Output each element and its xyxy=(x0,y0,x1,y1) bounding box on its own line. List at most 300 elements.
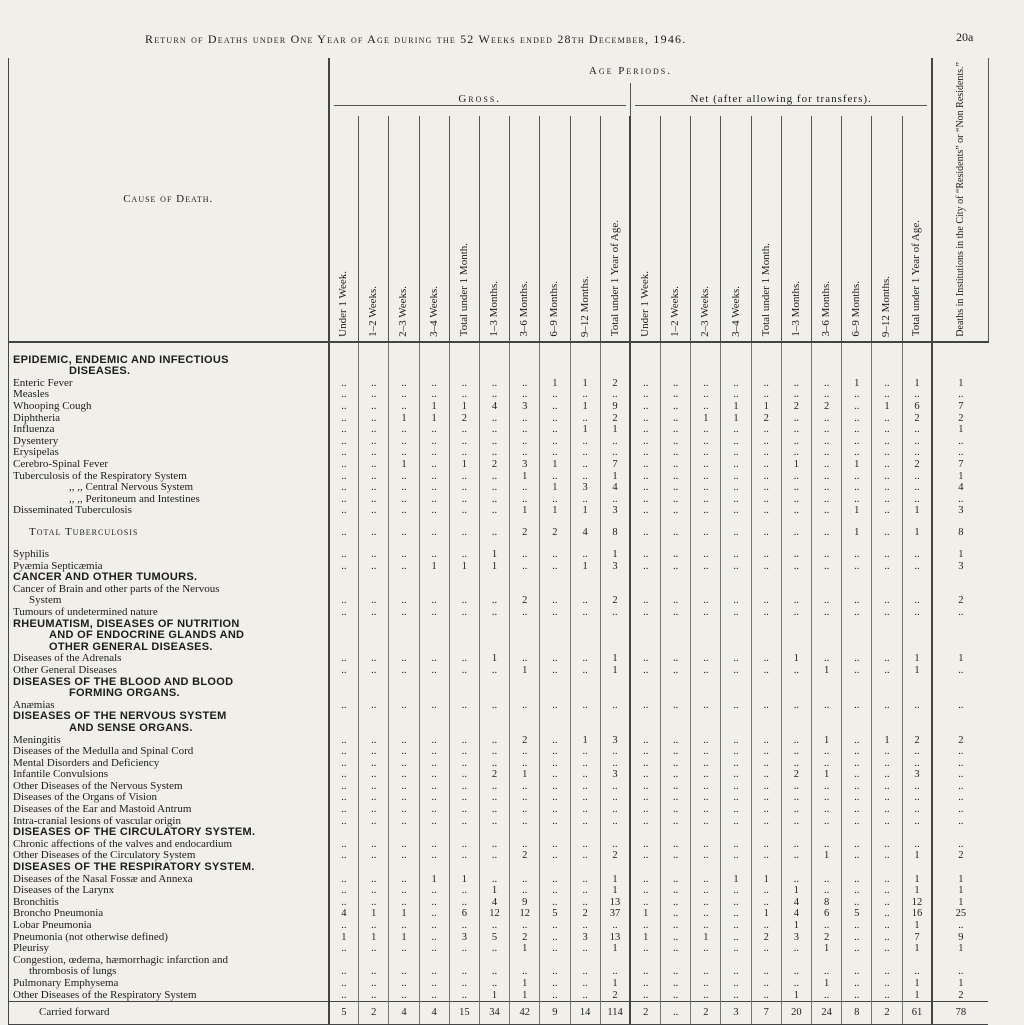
value-cell xyxy=(812,572,842,584)
value-cell xyxy=(630,711,660,723)
value-cell xyxy=(812,630,842,642)
value-cell: .. xyxy=(691,746,721,758)
value-cell: .. xyxy=(751,839,781,851)
value-cell: 25 xyxy=(932,908,988,920)
value-cell: .. xyxy=(842,758,872,770)
value-cell: 1 xyxy=(449,874,479,886)
value-cell xyxy=(600,366,630,378)
value-cell: .. xyxy=(389,505,419,517)
value-cell: .. xyxy=(329,653,359,665)
value-cell: .. xyxy=(449,494,479,506)
value-cell: .. xyxy=(630,746,660,758)
value-cell: 5 xyxy=(540,908,570,920)
value-cell: .. xyxy=(781,424,811,436)
value-cell xyxy=(510,862,540,874)
value-cell: .. xyxy=(419,665,449,677)
cause-label: Broncho Pneumonia xyxy=(9,908,329,920)
value-cell: .. xyxy=(812,920,842,932)
value-cell: .. xyxy=(510,792,540,804)
value-cell xyxy=(419,642,449,654)
value-cell: .. xyxy=(449,850,479,862)
value-cell: 1 xyxy=(540,378,570,390)
value-cell xyxy=(540,827,570,839)
value-cell: .. xyxy=(932,792,988,804)
value-cell: .. xyxy=(751,561,781,573)
column-label: 3–4 Weeks. xyxy=(729,285,742,337)
value-cell: .. xyxy=(812,505,842,517)
value-cell xyxy=(872,677,902,689)
value-cell: .. xyxy=(842,607,872,619)
column-label: 1–3 Months. xyxy=(789,281,802,337)
value-cell xyxy=(359,688,389,700)
value-cell xyxy=(389,688,419,700)
value-cell: .. xyxy=(479,781,509,793)
value-cell xyxy=(781,642,811,654)
value-cell: 5 xyxy=(479,932,509,944)
value-cell: .. xyxy=(661,769,691,781)
value-cell: 2 xyxy=(600,378,630,390)
value-cell: 1 xyxy=(902,850,932,862)
value-cell: .. xyxy=(902,389,932,401)
value-cell: .. xyxy=(842,401,872,413)
value-cell: .. xyxy=(329,389,359,401)
value-cell: .. xyxy=(691,769,721,781)
value-cell: .. xyxy=(600,607,630,619)
value-cell xyxy=(691,619,721,631)
value-cell: .. xyxy=(479,966,509,978)
value-cell: .. xyxy=(812,804,842,816)
value-cell: .. xyxy=(510,549,540,561)
value-cell: .. xyxy=(902,471,932,483)
value-cell: 7 xyxy=(902,932,932,944)
value-cell xyxy=(540,711,570,723)
value-cell: .. xyxy=(630,769,660,781)
value-cell: .. xyxy=(510,494,540,506)
value-cell: 1 xyxy=(721,401,751,413)
cause-label: Mental Disorders and Deficiency xyxy=(9,758,329,770)
value-cell: .. xyxy=(479,413,509,425)
value-cell xyxy=(600,584,630,596)
value-cell: 1 xyxy=(600,943,630,955)
value-cell: .. xyxy=(510,389,540,401)
value-cell: .. xyxy=(872,389,902,401)
value-cell xyxy=(389,677,419,689)
column-label: Total under 1 Month. xyxy=(759,243,772,337)
column-header-gross-2 xyxy=(359,116,389,342)
value-cell xyxy=(932,955,988,967)
column-label: Total under 1 Year of Age. xyxy=(910,220,923,337)
value-cell: 1 xyxy=(600,424,630,436)
value-cell: 3 xyxy=(721,1002,751,1025)
value-cell: .. xyxy=(812,436,842,448)
value-cell: .. xyxy=(359,990,389,1002)
value-cell: 1 xyxy=(570,505,600,517)
value-cell: .. xyxy=(359,792,389,804)
value-cell: 1 xyxy=(570,735,600,747)
value-cell: .. xyxy=(329,978,359,990)
value-cell: .. xyxy=(419,459,449,471)
value-cell xyxy=(932,342,988,355)
value-cell: .. xyxy=(479,758,509,770)
cause-label: Other Diseases of the Nervous System xyxy=(9,781,329,793)
value-cell: .. xyxy=(872,413,902,425)
section-heading: DISEASES OF THE NERVOUS SYSTEM xyxy=(9,711,329,723)
value-cell: .. xyxy=(872,769,902,781)
value-cell: .. xyxy=(359,424,389,436)
value-cell: .. xyxy=(449,839,479,851)
value-cell: 2 xyxy=(691,1002,721,1025)
value-cell xyxy=(449,955,479,967)
value-cell: .. xyxy=(570,990,600,1002)
value-cell: .. xyxy=(691,966,721,978)
cause-label: Tuberculosis of the Respiratory System xyxy=(9,471,329,483)
value-cell xyxy=(329,572,359,584)
value-cell: 2 xyxy=(479,769,509,781)
value-cell: .. xyxy=(419,436,449,448)
value-cell: .. xyxy=(902,700,932,712)
value-cell: 1 xyxy=(902,653,932,665)
value-cell: .. xyxy=(449,436,479,448)
value-cell: 1 xyxy=(812,943,842,955)
total-row xyxy=(9,517,989,549)
value-cell xyxy=(540,366,570,378)
value-cell xyxy=(449,677,479,689)
value-cell: .. xyxy=(751,792,781,804)
value-cell: .. xyxy=(479,595,509,607)
value-cell xyxy=(359,677,389,689)
value-cell: 2 xyxy=(570,908,600,920)
value-cell: .. xyxy=(540,943,570,955)
value-cell: .. xyxy=(932,447,988,459)
value-cell xyxy=(540,642,570,654)
value-cell: .. xyxy=(661,735,691,747)
value-cell: 1 xyxy=(479,990,509,1002)
page-header xyxy=(0,30,1024,50)
cause-label: Cancer of Brain and other parts of the Nervous xyxy=(9,584,329,596)
value-cell: .. xyxy=(872,966,902,978)
value-cell: .. xyxy=(751,595,781,607)
value-cell: 1 xyxy=(449,561,479,573)
value-cell: .. xyxy=(389,804,419,816)
value-cell xyxy=(600,342,630,355)
table-row xyxy=(9,943,989,955)
value-cell: 2 xyxy=(872,1002,902,1025)
value-cell: 1 xyxy=(600,549,630,561)
value-cell: .. xyxy=(721,804,751,816)
value-cell: .. xyxy=(359,413,389,425)
table-row xyxy=(9,436,989,448)
value-cell: .. xyxy=(600,758,630,770)
value-cell: .. xyxy=(570,700,600,712)
table-row xyxy=(9,816,989,828)
value-cell: .. xyxy=(570,839,600,851)
value-cell: .. xyxy=(449,746,479,758)
value-cell: .. xyxy=(842,769,872,781)
value-cell: .. xyxy=(540,850,570,862)
value-cell: .. xyxy=(329,966,359,978)
value-cell: .. xyxy=(691,804,721,816)
value-cell xyxy=(510,677,540,689)
value-cell xyxy=(812,862,842,874)
value-cell: .. xyxy=(540,389,570,401)
value-cell xyxy=(449,711,479,723)
value-cell: .. xyxy=(661,758,691,770)
value-cell: .. xyxy=(449,378,479,390)
value-cell: .. xyxy=(329,781,359,793)
value-cell: .. xyxy=(630,885,660,897)
value-cell: 1 xyxy=(932,549,988,561)
section-heading-row xyxy=(9,630,989,642)
value-cell: .. xyxy=(389,607,419,619)
value-cell: 1 xyxy=(389,413,419,425)
value-cell xyxy=(600,862,630,874)
value-cell: .. xyxy=(781,816,811,828)
value-cell: 1 xyxy=(479,561,509,573)
value-cell: .. xyxy=(902,436,932,448)
value-cell xyxy=(661,723,691,735)
value-cell: .. xyxy=(510,607,540,619)
value-cell: .. xyxy=(691,424,721,436)
value-cell xyxy=(751,711,781,723)
value-cell: .. xyxy=(751,735,781,747)
value-cell: .. xyxy=(359,874,389,886)
value-cell: .. xyxy=(540,839,570,851)
value-cell: .. xyxy=(570,943,600,955)
value-cell: 2 xyxy=(932,595,988,607)
value-cell: .. xyxy=(721,561,751,573)
value-cell: .. xyxy=(570,885,600,897)
value-cell xyxy=(449,366,479,378)
column-label: 3–6 Months. xyxy=(518,281,531,337)
value-cell xyxy=(751,642,781,654)
value-cell: .. xyxy=(540,781,570,793)
value-cell xyxy=(419,619,449,631)
value-cell: .. xyxy=(691,595,721,607)
table-row xyxy=(9,955,989,967)
value-cell: 3 xyxy=(902,769,932,781)
value-cell xyxy=(359,355,389,367)
value-cell: .. xyxy=(661,561,691,573)
value-cell: .. xyxy=(389,885,419,897)
value-cell: .. xyxy=(630,561,660,573)
value-cell: .. xyxy=(781,735,811,747)
value-cell: 8 xyxy=(812,897,842,909)
value-cell: .. xyxy=(389,447,419,459)
section-heading-row xyxy=(9,355,989,367)
value-cell: .. xyxy=(630,424,660,436)
value-cell xyxy=(389,366,419,378)
value-cell: .. xyxy=(449,885,479,897)
table-row xyxy=(9,804,989,816)
value-cell xyxy=(630,688,660,700)
value-cell: .. xyxy=(812,471,842,483)
value-cell: .. xyxy=(932,769,988,781)
value-cell: .. xyxy=(359,943,389,955)
value-cell: .. xyxy=(721,653,751,665)
column-header-gross-7 xyxy=(510,116,540,342)
table-row xyxy=(9,494,989,506)
cause-label: Intra-cranial lesions of vascular origin xyxy=(9,816,329,828)
value-cell: 16 xyxy=(902,908,932,920)
value-cell xyxy=(781,862,811,874)
value-cell: 2 xyxy=(479,459,509,471)
value-cell: .. xyxy=(359,482,389,494)
value-cell xyxy=(721,642,751,654)
value-cell: .. xyxy=(721,389,751,401)
value-cell xyxy=(479,630,509,642)
table-row xyxy=(9,389,989,401)
value-cell: .. xyxy=(812,549,842,561)
value-cell xyxy=(389,711,419,723)
value-cell: .. xyxy=(902,792,932,804)
value-cell: .. xyxy=(842,424,872,436)
value-cell: .. xyxy=(842,932,872,944)
value-cell xyxy=(419,723,449,735)
value-cell: 13 xyxy=(600,932,630,944)
value-cell: .. xyxy=(751,920,781,932)
page-title: Return of Deaths under One Year of Age during the 52 Weeks ended 28th December, 1946. xyxy=(145,32,687,46)
value-cell xyxy=(329,862,359,874)
column-label: 1–2 Weeks. xyxy=(367,285,380,337)
value-cell: .. xyxy=(751,978,781,990)
value-cell: .. xyxy=(872,505,902,517)
value-cell: .. xyxy=(872,607,902,619)
value-cell: .. xyxy=(872,816,902,828)
value-cell: .. xyxy=(630,378,660,390)
table-row xyxy=(9,561,989,573)
value-cell: .. xyxy=(721,758,751,770)
value-cell: .. xyxy=(902,839,932,851)
value-cell xyxy=(661,827,691,839)
value-cell: .. xyxy=(691,908,721,920)
value-cell xyxy=(781,955,811,967)
value-cell: .. xyxy=(661,1002,691,1025)
value-cell: .. xyxy=(419,990,449,1002)
value-cell: .. xyxy=(661,653,691,665)
value-cell: 1 xyxy=(540,505,570,517)
value-cell xyxy=(630,677,660,689)
table-row xyxy=(9,932,989,944)
cause-label: Diseases of the Nasal Fossæ and Annexa xyxy=(9,874,329,886)
value-cell: .. xyxy=(389,700,419,712)
cause-label: Pulmonary Emphysema xyxy=(9,978,329,990)
value-cell: .. xyxy=(630,413,660,425)
value-cell: .. xyxy=(691,874,721,886)
value-cell: 3 xyxy=(510,459,540,471)
value-cell xyxy=(600,642,630,654)
value-cell xyxy=(630,584,660,596)
value-cell: .. xyxy=(419,482,449,494)
value-cell xyxy=(781,827,811,839)
value-cell: .. xyxy=(872,595,902,607)
column-label: 3–4 Weeks. xyxy=(427,285,440,337)
value-cell xyxy=(812,619,842,631)
value-cell xyxy=(570,619,600,631)
value-cell: .. xyxy=(419,447,449,459)
value-cell xyxy=(872,355,902,367)
value-cell: .. xyxy=(751,781,781,793)
value-cell: .. xyxy=(872,561,902,573)
value-cell: .. xyxy=(932,746,988,758)
value-cell: .. xyxy=(359,595,389,607)
value-cell: 1 xyxy=(872,401,902,413)
value-cell: .. xyxy=(630,758,660,770)
value-cell: .. xyxy=(630,595,660,607)
value-cell: .. xyxy=(329,746,359,758)
value-cell: .. xyxy=(872,436,902,448)
value-cell: .. xyxy=(540,447,570,459)
value-cell: .. xyxy=(812,459,842,471)
value-cell xyxy=(721,827,751,839)
value-cell: 3 xyxy=(570,932,600,944)
column-label: 1–2 Weeks. xyxy=(669,285,682,337)
gross-header xyxy=(329,83,631,115)
value-cell xyxy=(479,572,509,584)
column-header-net-5 xyxy=(751,116,781,342)
value-cell xyxy=(932,366,988,378)
cause-label: Disseminated Tuberculosis xyxy=(9,505,329,517)
value-cell xyxy=(721,355,751,367)
value-cell: .. xyxy=(510,874,540,886)
value-cell xyxy=(842,677,872,689)
value-cell: .. xyxy=(510,436,540,448)
value-cell: .. xyxy=(691,920,721,932)
value-cell: 1 xyxy=(812,665,842,677)
value-cell: .. xyxy=(329,424,359,436)
cause-label: Syphilis xyxy=(9,549,329,561)
value-cell: 1 xyxy=(781,885,811,897)
value-cell: 8 xyxy=(932,517,988,549)
value-cell: .. xyxy=(329,436,359,448)
table-row xyxy=(9,966,989,978)
value-cell: .. xyxy=(902,561,932,573)
value-cell: .. xyxy=(721,932,751,944)
value-cell: 1 xyxy=(389,908,419,920)
value-cell: 3 xyxy=(449,932,479,944)
value-cell: 1 xyxy=(932,885,988,897)
value-cell xyxy=(842,355,872,367)
value-cell: .. xyxy=(781,413,811,425)
value-cell: 4 xyxy=(419,1002,449,1025)
value-cell xyxy=(812,355,842,367)
value-cell: .. xyxy=(902,746,932,758)
value-cell: .. xyxy=(721,943,751,955)
value-cell: 1 xyxy=(842,378,872,390)
value-cell: .. xyxy=(389,378,419,390)
value-cell xyxy=(449,862,479,874)
value-cell: .. xyxy=(389,990,419,1002)
value-cell: .. xyxy=(540,561,570,573)
value-cell: .. xyxy=(842,943,872,955)
value-cell xyxy=(872,688,902,700)
value-cell xyxy=(781,619,811,631)
section-heading: AND OF ENDOCRINE GLANDS AND xyxy=(9,630,329,642)
value-cell: .. xyxy=(751,505,781,517)
value-cell: .. xyxy=(630,665,660,677)
value-cell xyxy=(329,355,359,367)
value-cell xyxy=(721,619,751,631)
value-cell: .. xyxy=(389,401,419,413)
value-cell: 8 xyxy=(842,1002,872,1025)
value-cell: .. xyxy=(661,885,691,897)
column-header-gross-1 xyxy=(329,116,359,342)
table-row xyxy=(9,920,989,932)
value-cell: .. xyxy=(661,816,691,828)
value-cell xyxy=(510,342,540,355)
value-cell: .. xyxy=(389,471,419,483)
value-cell: .. xyxy=(932,816,988,828)
value-cell: .. xyxy=(479,839,509,851)
